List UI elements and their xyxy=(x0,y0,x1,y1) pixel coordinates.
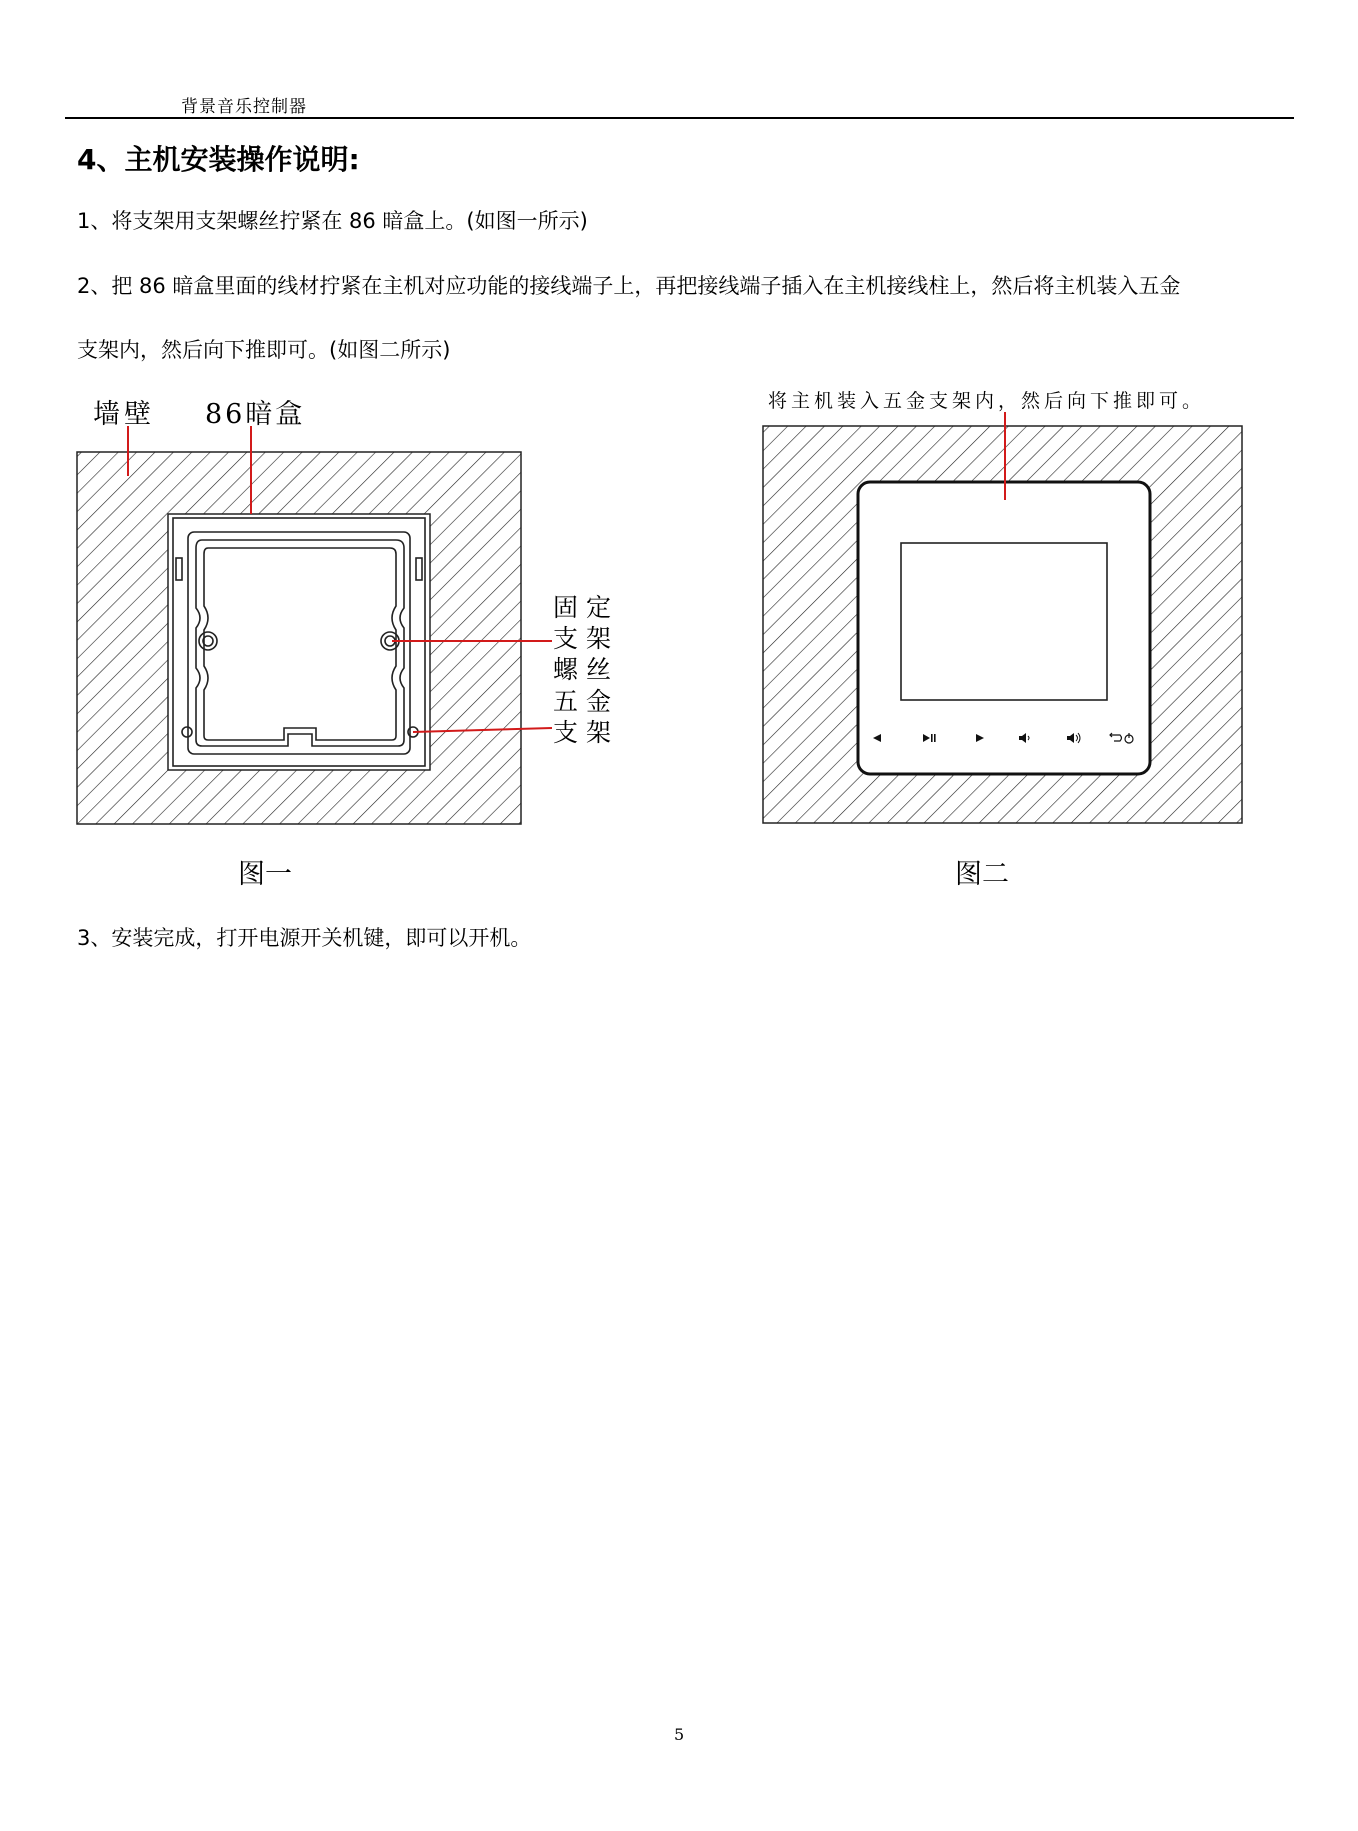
label-metal-bracket: 五金支架 xyxy=(553,687,620,747)
step-3: 3、安装完成，打开电源开关机键，即可以开机。 xyxy=(77,926,532,950)
label-wall: 墙壁 xyxy=(93,399,155,430)
figure-2-caption: 图二 xyxy=(955,859,1009,890)
device-screen xyxy=(901,543,1107,700)
section-title: 4、主机安装操作说明: xyxy=(77,143,360,176)
step-2-line-2: 支架内，然后向下推即可。(如图二所示) xyxy=(77,338,451,362)
page-number: 5 xyxy=(674,1725,685,1744)
label-fixing-screw: 固定支架螺丝 xyxy=(553,593,620,684)
step-2-line-1: 2、把 86 暗盒里面的线材拧紧在主机对应功能的接线端子上，再把接线端子插入在主机接线柱上，然后将主机装入五金 xyxy=(77,274,1181,298)
header-title: 背景音乐控制器 xyxy=(181,97,307,117)
host-controller-device xyxy=(858,482,1150,774)
step-1: 1、将支架用支架螺丝拧紧在 86 暗盒上。(如图一所示) xyxy=(77,209,588,233)
label-install-instruction: 将主机装入五金支架内，然后向下推即可。 xyxy=(768,390,1206,412)
figure-1-diagram xyxy=(0,0,1358,900)
label-86-box: 86暗盒 xyxy=(205,399,306,430)
figure-1-caption: 图一 xyxy=(238,859,292,890)
wall-hatched-area-1 xyxy=(77,452,521,824)
